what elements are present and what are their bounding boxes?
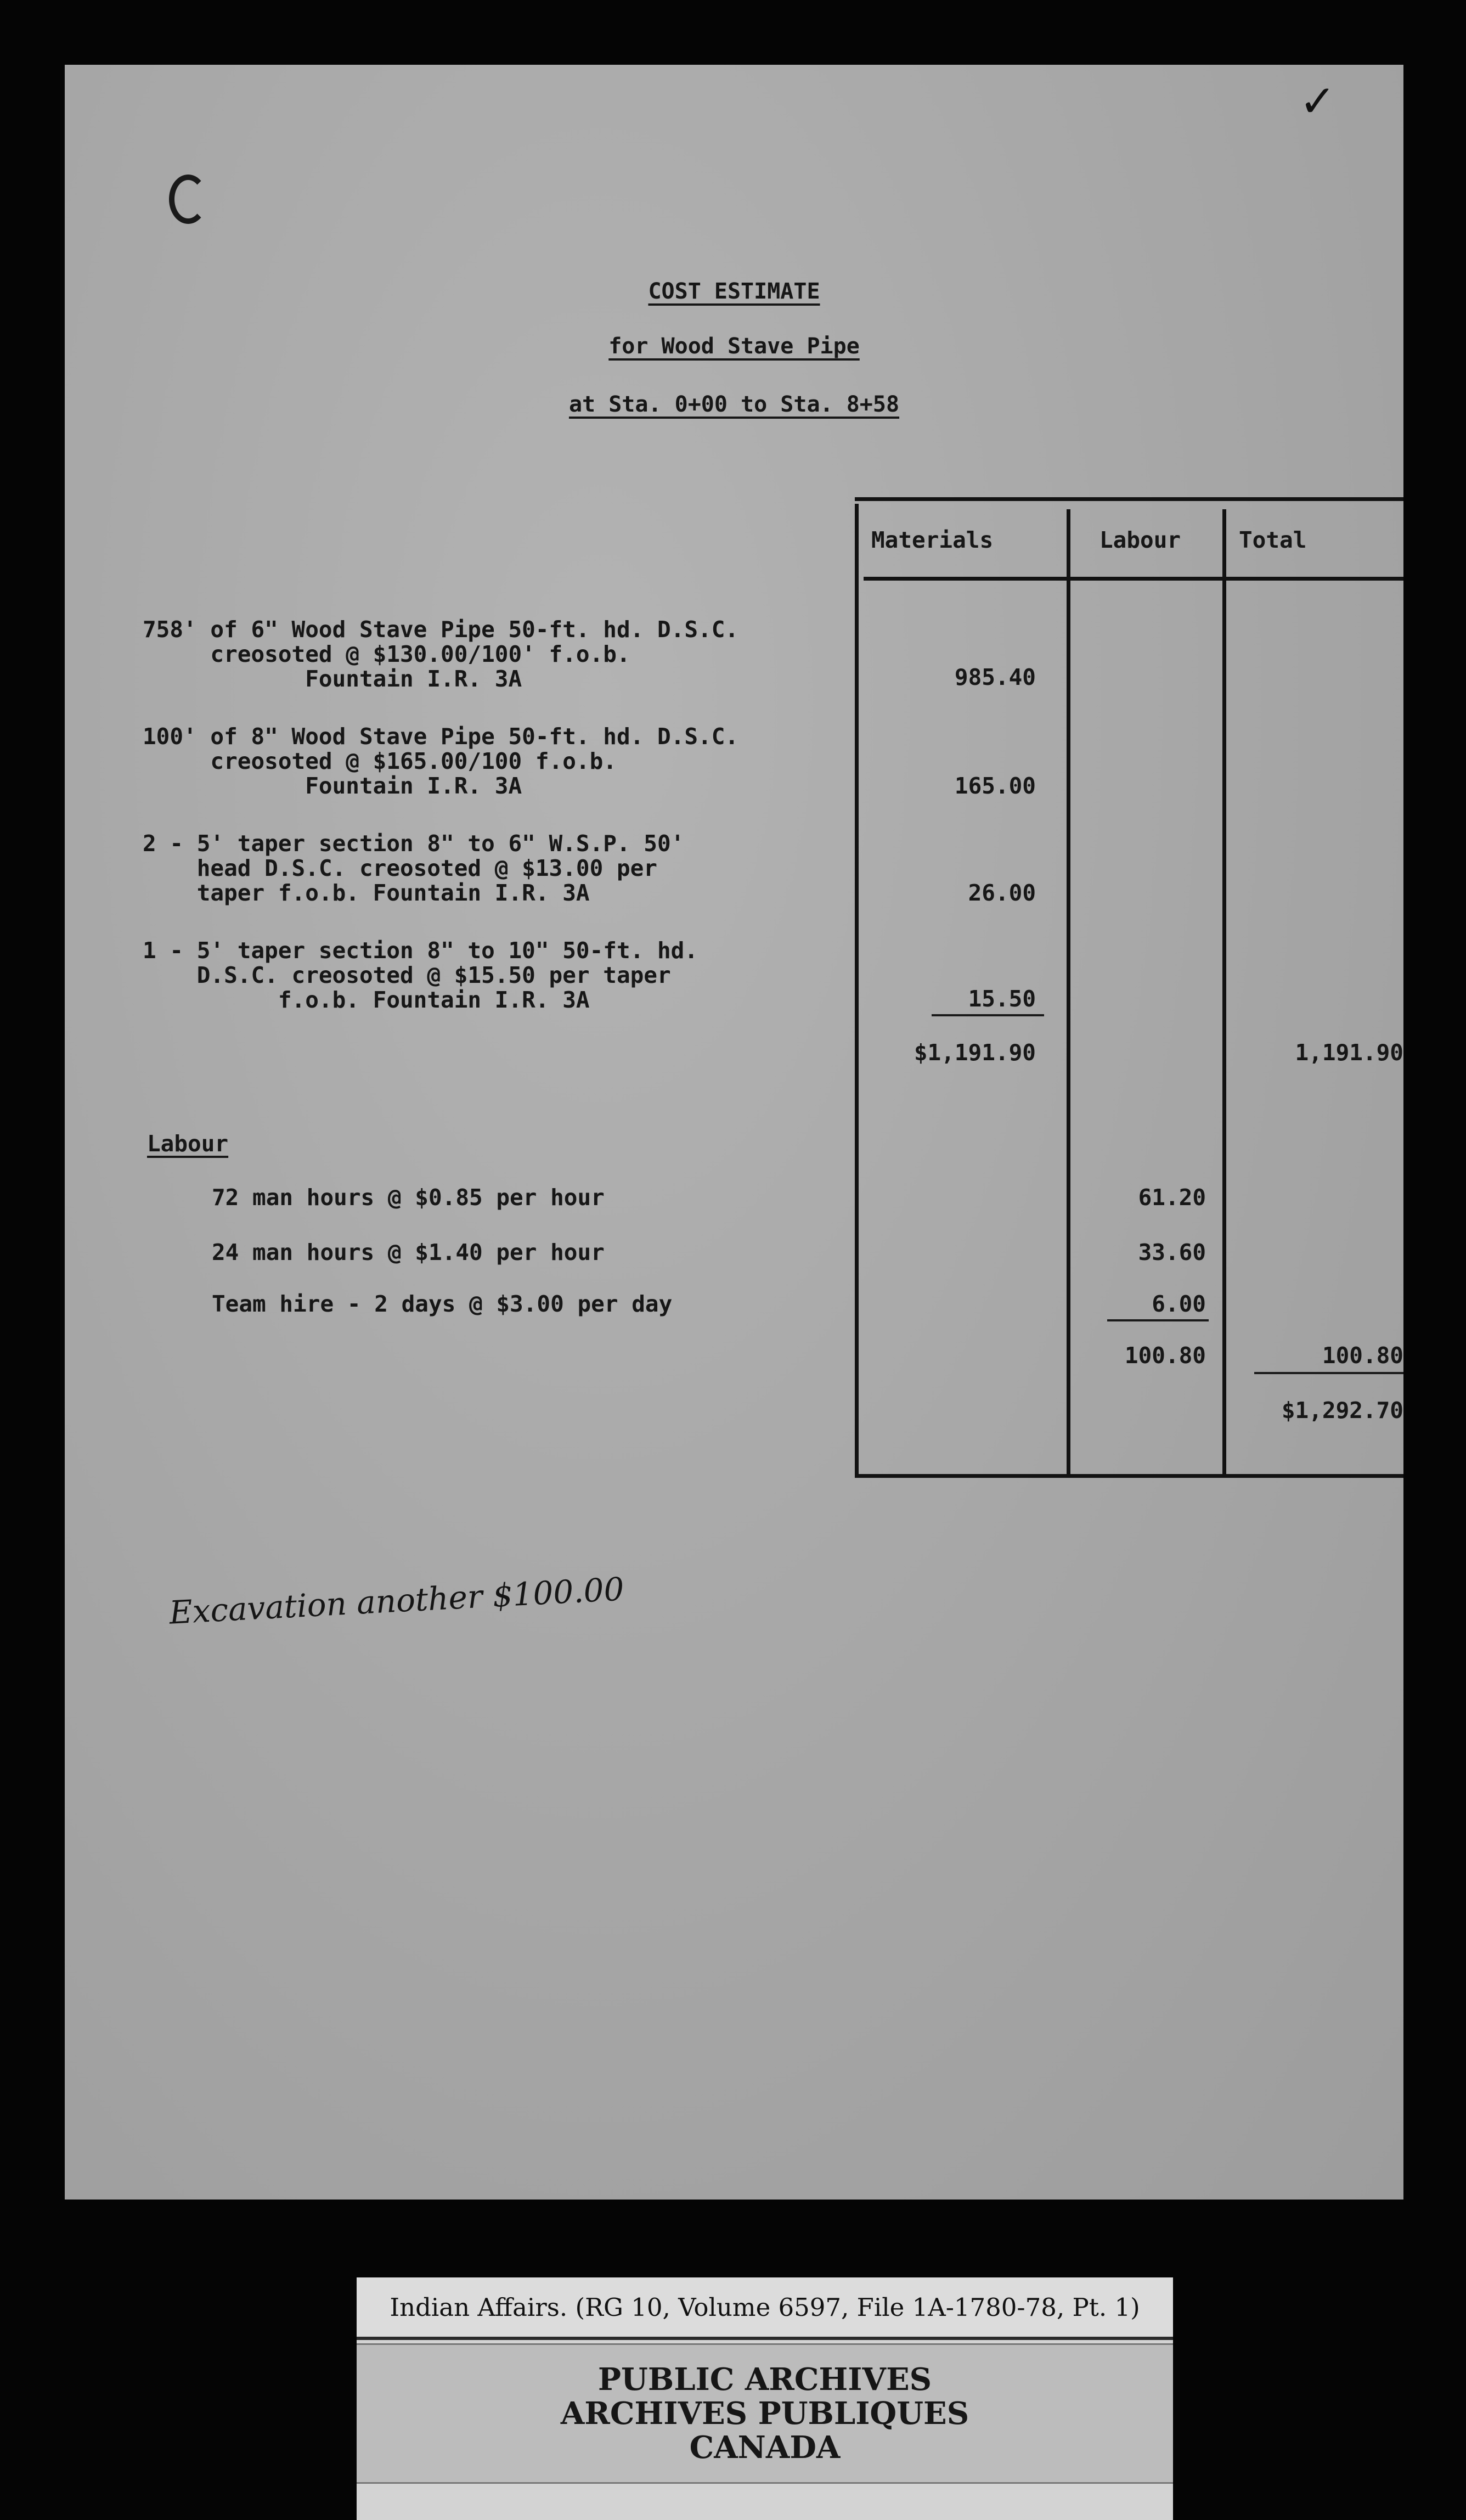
- punch-hole-mark-icon: [169, 175, 207, 224]
- material-item-4-amount: 15.50: [968, 986, 1036, 1012]
- document-station-range: at Sta. 0+00 to Sta. 8+58: [568, 392, 900, 417]
- labour-sum-underline: [1107, 1319, 1209, 1321]
- material-item-2-amount: 165.00: [954, 773, 1036, 799]
- material-item-1-line-2: creosoted @ $130.00/100' f.o.b.: [143, 641, 630, 667]
- material-item-2-line-2: creosoted @ $165.00/100 f.o.b.: [143, 748, 617, 774]
- labour-item-3: Team hire - 2 days @ $3.00 per day: [212, 1291, 673, 1317]
- archive-reference: Indian Affairs. (RG 10, Volume 6597, File 1A-1780-78, Pt. 1): [357, 2277, 1173, 2340]
- material-item-2-line-3: Fountain I.R. 3A: [143, 773, 522, 799]
- material-item-4-line-2: D.S.C. creosoted @ $15.50 per taper: [143, 962, 671, 988]
- archive-label: [357, 2277, 1173, 2520]
- labour-item-3-amount: 6.00: [1152, 1291, 1206, 1317]
- table-col-rule-2: [1222, 509, 1226, 1478]
- material-item-1-amount: 985.40: [954, 664, 1036, 690]
- table-top-rule: [855, 497, 1403, 501]
- table-left-rule: [855, 504, 859, 1478]
- column-header-materials: Materials: [871, 527, 994, 553]
- material-item-3-line-3: taper f.o.b. Fountain I.R. 3A: [143, 880, 590, 906]
- column-header-total: Total: [1239, 527, 1307, 553]
- materials-subtotal: $1,191.90: [914, 1039, 1036, 1066]
- material-item-4-line-1: 1 - 5' taper section 8" to 10" 50-ft. hd.: [143, 937, 698, 964]
- labour-item-2: 24 man hours @ $1.40 per hour: [212, 1239, 605, 1265]
- document-title: COST ESTIMATE: [648, 279, 820, 304]
- archive-stamp: [357, 2343, 1173, 2484]
- labour-item-2-amount: 33.60: [1138, 1239, 1206, 1265]
- column-header-labour: Labour: [1100, 527, 1181, 553]
- document-page: [65, 65, 1403, 2200]
- material-item-1-line-3: Fountain I.R. 3A: [143, 666, 522, 692]
- handwritten-note: Excavation another $100.00: [168, 1570, 625, 1632]
- materials-total: 1,191.90: [1295, 1039, 1403, 1066]
- material-item-4-line-3: f.o.b. Fountain I.R. 3A: [143, 987, 590, 1013]
- labour-subtotal: 100.80: [1124, 1342, 1206, 1369]
- total-sum-underline: [1254, 1372, 1403, 1374]
- labour-heading: Labour: [147, 1130, 229, 1157]
- stamp-line-3: CANADA: [689, 2429, 841, 2466]
- labour-item-1-amount: 61.20: [1138, 1184, 1206, 1211]
- stamp-line-1: PUBLIC ARCHIVES: [597, 2361, 932, 2398]
- materials-sum-underline: [932, 1014, 1044, 1016]
- check-mark: ✓: [1299, 76, 1337, 127]
- material-item-2-line-1: 100' of 8" Wood Stave Pipe 50-ft. hd. D.S.C.: [143, 723, 739, 750]
- material-item-3-line-2: head D.S.C. creosoted @ $13.00 per: [143, 855, 657, 881]
- material-item-3-line-1: 2 - 5' taper section 8" to 6" W.S.P. 50': [143, 830, 685, 857]
- document-subtitle: for Wood Stave Pipe: [608, 334, 860, 359]
- grand-total: $1,292.70: [1281, 1397, 1403, 1424]
- stamp-line-2: ARCHIVES PUBLIQUES: [560, 2395, 969, 2432]
- labour-total: 100.80: [1322, 1342, 1403, 1369]
- table-header-rule: [864, 577, 1403, 581]
- labour-item-1: 72 man hours @ $0.85 per hour: [212, 1184, 605, 1211]
- material-item-1-line-1: 758' of 6" Wood Stave Pipe 50-ft. hd. D.S.C.: [143, 616, 739, 643]
- table-col-rule-1: [1067, 509, 1070, 1478]
- table-bottom-rule: [855, 1474, 1403, 1478]
- material-item-3-amount: 26.00: [968, 880, 1036, 906]
